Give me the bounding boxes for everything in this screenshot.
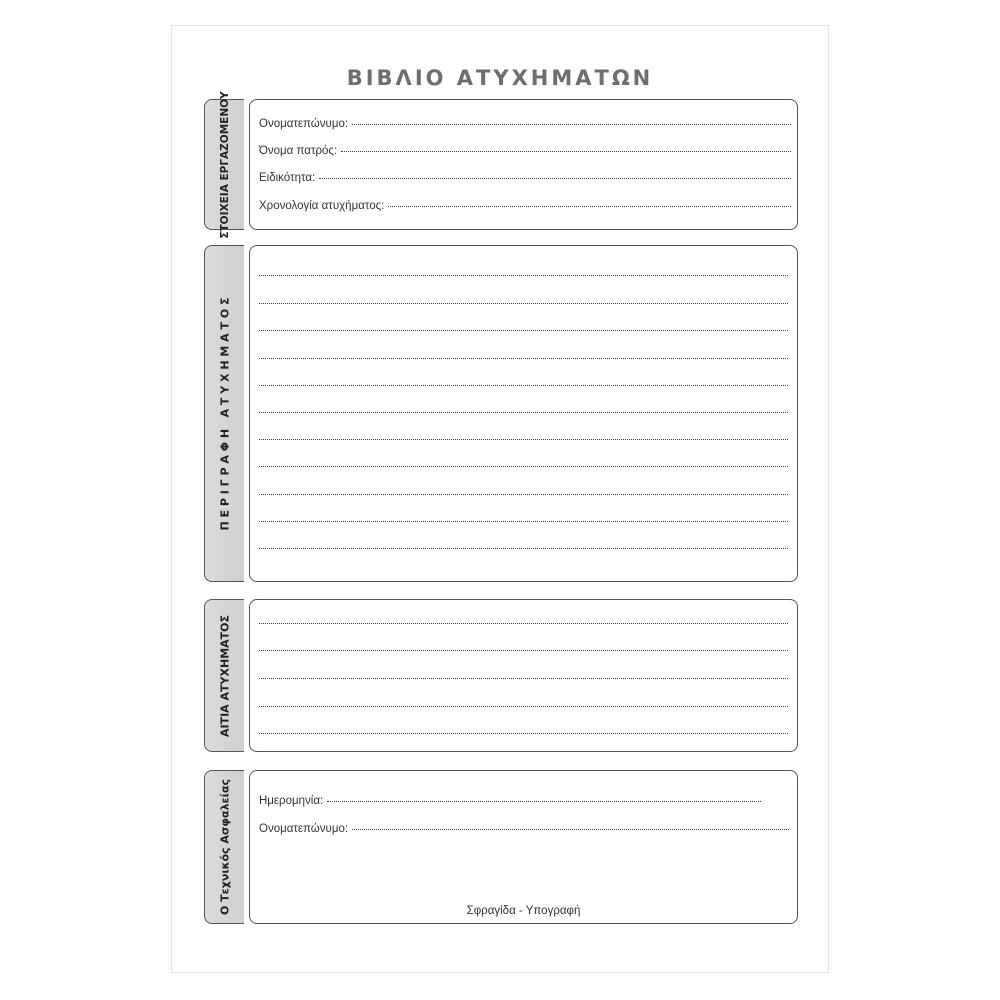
employee-section <box>204 90 798 239</box>
description-line[interactable] <box>259 548 788 549</box>
safety-date-label: Ημερομηνία: <box>259 795 324 807</box>
safety-date-line[interactable] <box>327 801 761 802</box>
accident-date-line[interactable] <box>388 206 791 207</box>
description-line[interactable] <box>259 439 788 440</box>
accident-date-label: Χρονολογία ατυχήματος: <box>259 200 385 212</box>
name-label: Ονοματεπώνυμο: <box>259 118 349 130</box>
safety-date-field[interactable] <box>259 795 761 807</box>
description-box <box>249 245 798 582</box>
accident-date-field[interactable] <box>259 200 791 212</box>
cause-line[interactable] <box>259 650 788 651</box>
description-tab-label: Π Ε Ρ Ι Γ Ρ Α Φ Η Α Τ Υ Χ Η Μ Α Τ Ο Σ <box>218 296 231 531</box>
description-line[interactable] <box>259 385 788 386</box>
employee-tab <box>204 90 244 239</box>
cause-line[interactable] <box>259 623 788 624</box>
description-line[interactable] <box>259 330 788 331</box>
specialty-label: Ειδικότητα: <box>259 172 316 184</box>
page-title: ΒΙΒΛΙΟ ΑΤΥΧΗΜΑΤΩΝ <box>346 66 654 90</box>
safety-name-field[interactable] <box>259 823 789 835</box>
employee-tab-label: ΣΤΟΙΧΕΙΑ ΕΡΓΑΖΟΜΕΝΟΥ <box>218 90 231 239</box>
description-tab <box>204 245 244 582</box>
name-field[interactable] <box>259 118 791 130</box>
specialty-line[interactable] <box>319 178 791 179</box>
description-line[interactable] <box>259 521 788 522</box>
safety-tab-label: Ο Τεχνικός Ασφαλείας <box>218 778 231 916</box>
specialty-field[interactable] <box>259 172 791 184</box>
safety-section <box>204 770 798 924</box>
cause-tab <box>204 599 244 752</box>
safety-name-label: Ονοματεπώνυμο: <box>259 823 349 835</box>
description-line[interactable] <box>259 303 788 304</box>
cause-section <box>204 599 798 752</box>
name-line[interactable] <box>352 124 791 125</box>
cause-line[interactable] <box>259 733 788 734</box>
father-name-field[interactable] <box>259 145 791 157</box>
safety-box <box>249 770 798 924</box>
cause-tab-label: ΑΙΤΙΑ ΑΤΥΧΗΜΑΤΟΣ <box>218 614 231 737</box>
cause-box <box>249 599 798 752</box>
employee-box <box>249 99 798 230</box>
description-line[interactable] <box>259 466 788 467</box>
father-name-label: Όνομα πατρός: <box>259 145 338 157</box>
cause-line[interactable] <box>259 706 788 707</box>
safety-name-line[interactable] <box>352 829 789 830</box>
stamp-signature-label: Σφραγίδα - Υπογραφή <box>466 905 581 917</box>
safety-tab <box>204 770 244 924</box>
description-line[interactable] <box>259 275 788 276</box>
father-name-line[interactable] <box>341 151 791 152</box>
description-line[interactable] <box>259 358 788 359</box>
description-section <box>204 245 798 582</box>
description-line[interactable] <box>259 412 788 413</box>
description-line[interactable] <box>259 494 788 495</box>
cause-line[interactable] <box>259 678 788 679</box>
